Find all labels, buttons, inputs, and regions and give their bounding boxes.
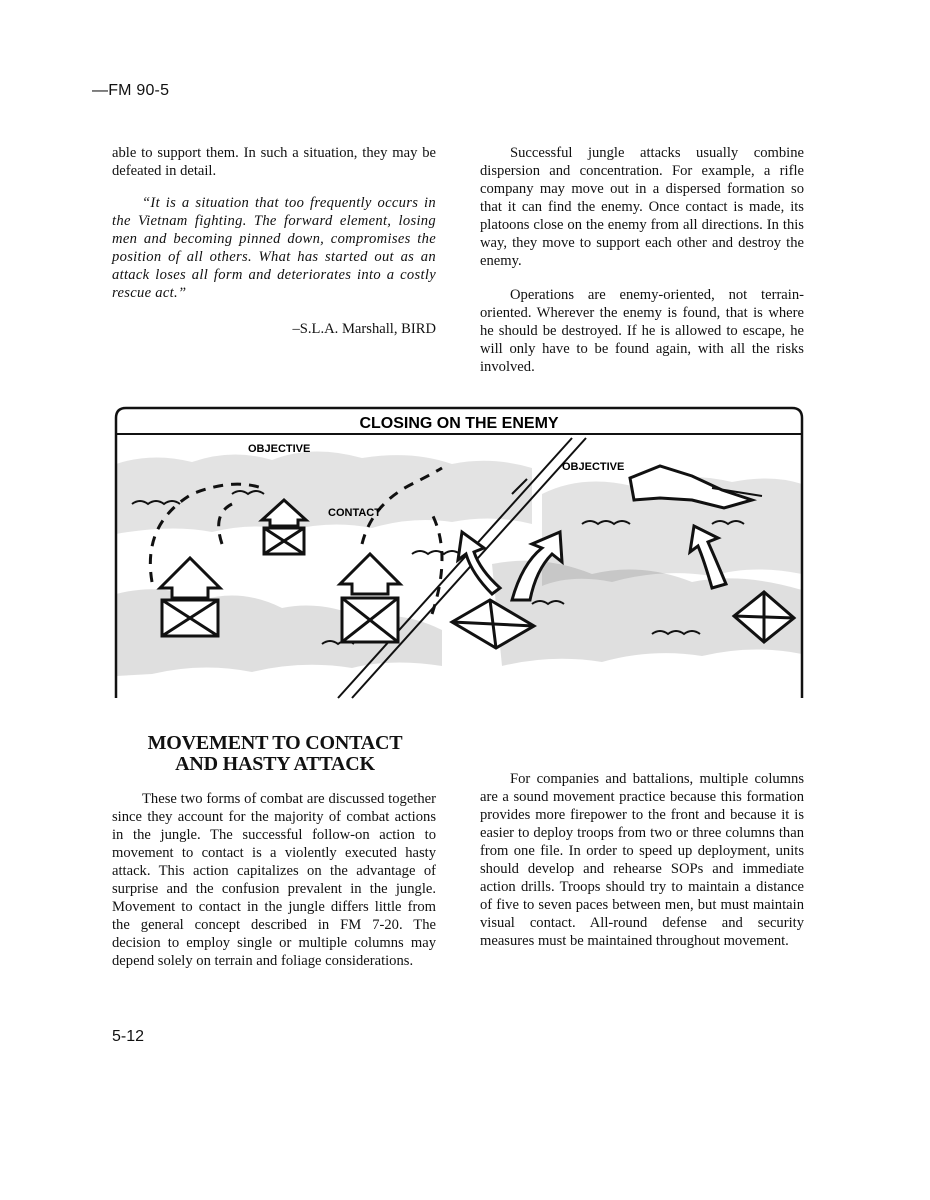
section-heading — [112, 733, 438, 775]
label-contact: CONTACT — [328, 507, 381, 519]
right-column-top — [480, 144, 804, 376]
page-number: 5-12 — [112, 1028, 145, 1045]
quote-attribution: –S.L.A. Marshall, BIRD — [292, 321, 436, 337]
left-column-bottom — [112, 790, 436, 970]
figure-closing-on-enemy — [112, 404, 806, 702]
paragraph-dispersion: Successful jungle attacks usually combine dispersion and concentration. For example, a rifle company may move out in a dispersed formation so that it can find the enemy. Once contact is made, its platoons close on the enemy from all directions. In this way, they move to support each other and destroy the enemy. — [480, 145, 804, 269]
block-quote: “It is a situation that too frequently occurs in the Vietnam fighting. The forward element, losing men and becoming pinned down, compromises the position of all others. What has started out as an attack loses all form and deteriorates into a costly rescue act.” — [112, 195, 436, 301]
unit-symbol-left-3 — [340, 554, 400, 642]
paragraph-continuation: able to support them. In such a situation, they may be defeated in detail. — [112, 145, 436, 179]
label-objective-right: OBJECTIVE — [562, 461, 625, 473]
paragraph-multiple-columns: For companies and battalions, multiple columns are a sound movement practice because this formation provides more firepower to the front and because it is easier to deploy troops from two or three columns than from one file. In order to speed up deployment, units should develop and rehearse SOPs and immediate action drills. Troops should try to maintain a distance of five to seven paces between men, but must maintain visual contact. All-round defense and security measures must be maintained throughout movement. — [480, 771, 804, 949]
paragraph-operations: Operations are enemy-oriented, not terrain-oriented. Wherever the enemy is found, that is where he should be destroyed. If he is allowed to escape, he will only have to be found again, with all the risks involved. — [480, 287, 804, 375]
section-heading-line2: AND HASTY ATTACK — [175, 753, 375, 775]
running-header: —FM 90-5 — [92, 82, 170, 99]
right-column-bottom — [480, 770, 804, 950]
left-column-top — [112, 144, 436, 338]
figure-illustration — [112, 404, 806, 702]
label-objective-left: OBJECTIVE — [248, 443, 311, 455]
section-heading-line1: MOVEMENT TO CONTACT — [147, 732, 403, 754]
paragraph-two-forms: These two forms of combat are discussed together since they account for the majority of combat actions in the jungle. The successful follow-on action to movement to contact is a violently executed hasty attack. This action capitalizes on the advantage of surprise and the confusion prevalent in the jungle. Movement to contact in the jungle differs little from the general concept described in FM 7-20. The decision to employ single or multiple columns may depend solely on terrain and foliage considerations. — [112, 791, 436, 969]
figure-title: CLOSING ON THE ENEMY — [359, 415, 559, 432]
